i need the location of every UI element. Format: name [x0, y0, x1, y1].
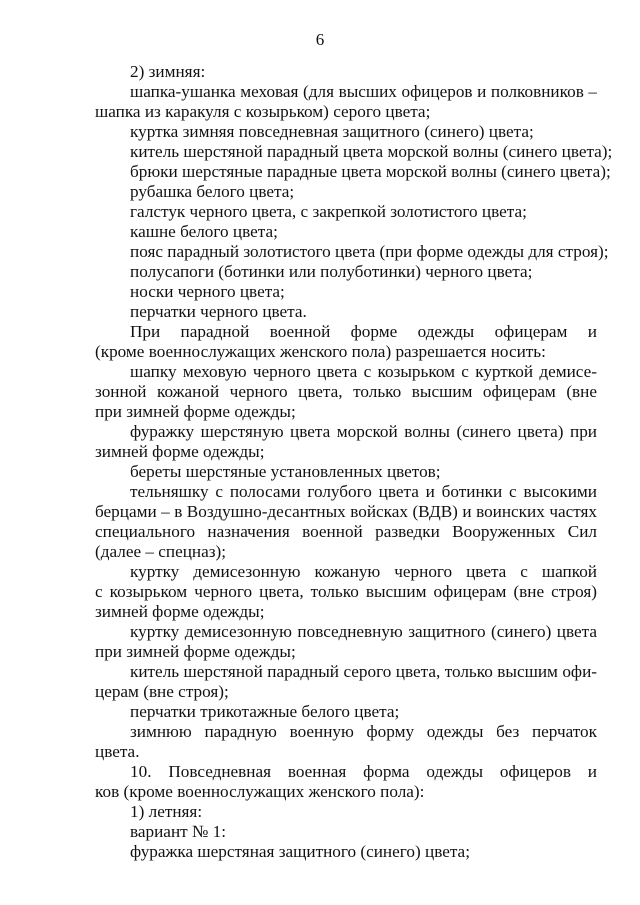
text-line: зимней форме одежды;	[95, 442, 265, 461]
text-line: шапка из каракуля с козырьком) серого цвета;	[95, 102, 431, 121]
text-line: 2) зимняя:	[130, 62, 206, 81]
text-line: куртка зимняя повседневная защитного (синего) цвета;	[130, 122, 534, 141]
text-line: пояс парадный золотистого цвета (при форме одежды для строя);	[130, 242, 609, 261]
text-line: куртку демисезонную кожаную черного цвета с шапкой	[130, 562, 597, 581]
text-line: шапку меховую черного цвета с козырьком с курткой демисе-	[130, 362, 597, 381]
text-line: вариант № 1:	[130, 822, 227, 841]
text-line: при зимней форме одежды;	[95, 402, 296, 421]
document-body	[95, 62, 613, 862]
text-line: береты шерстяные установленных цветов;	[130, 462, 441, 481]
text-line: кашне белого цвета;	[130, 222, 278, 241]
text-line: цвета.	[95, 742, 140, 761]
text-line: перчатки черного цвета.	[130, 302, 307, 321]
text-line: рубашка белого цвета;	[130, 182, 295, 201]
page-number: 6	[315, 30, 325, 49]
text-line: зимней форме одежды;	[95, 602, 265, 621]
text-line: китель шерстяной парадный цвета морской волны (синего цвета);	[130, 142, 613, 161]
text-line: (далее – спецназ);	[95, 542, 227, 561]
text-line: куртку демисезонную повседневную защитного (синего) цвета	[130, 622, 597, 641]
text-line: При парадной военной форме одежды офицерам и	[130, 322, 597, 341]
text-line: (кроме военнослужащих женского пола) разрешается носить:	[95, 342, 546, 361]
text-line: брюки шерстяные парадные цвета морской волны (синего цвета);	[130, 162, 611, 181]
text-line: 10. Повседневная военная форма одежды офицеров и	[130, 762, 597, 781]
text-line: специального назначения военной разведки Вооруженных Сил	[95, 522, 597, 541]
text-line: тельняшку с полосами голубого цвета и ботинки с высокими	[130, 482, 597, 501]
text-line: 1) летняя:	[130, 802, 203, 821]
text-line: китель шерстяной парадный серого цвета, только высшим офи-	[130, 662, 597, 681]
text-line: носки черного цвета;	[130, 282, 285, 301]
text-line: фуражка шерстяная защитного (синего) цвета;	[130, 842, 470, 861]
text-line: зимнюю парадную военную форму одежды без перчаток	[130, 722, 597, 741]
text-line: галстук черного цвета, с закрепкой золотистого цвета;	[130, 202, 527, 221]
text-line: фуражку шерстяную цвета морской волны (синего цвета) при	[130, 422, 597, 441]
text-line: церам (вне строя);	[95, 682, 229, 701]
text-line: с козырьком черного цвета, только высшим офицерам (вне строя)	[95, 582, 597, 601]
text-line: полусапоги (ботинки или полуботинки) черного цвета;	[130, 262, 533, 281]
text-line: перчатки трикотажные белого цвета;	[130, 702, 400, 721]
text-line: при зимней форме одежды;	[95, 642, 296, 661]
text-line: шапка-ушанка меховая (для высших офицеров и полковников –	[130, 82, 597, 101]
text-line: зонной кожаной черного цвета, только высшим офицерам (вне	[95, 382, 597, 401]
text-line: ков (кроме военнослужащих женского пола):	[95, 782, 425, 801]
text-line: берцами – в Воздушно-десантных войсках (ВДВ) и воинских частях	[95, 502, 597, 521]
